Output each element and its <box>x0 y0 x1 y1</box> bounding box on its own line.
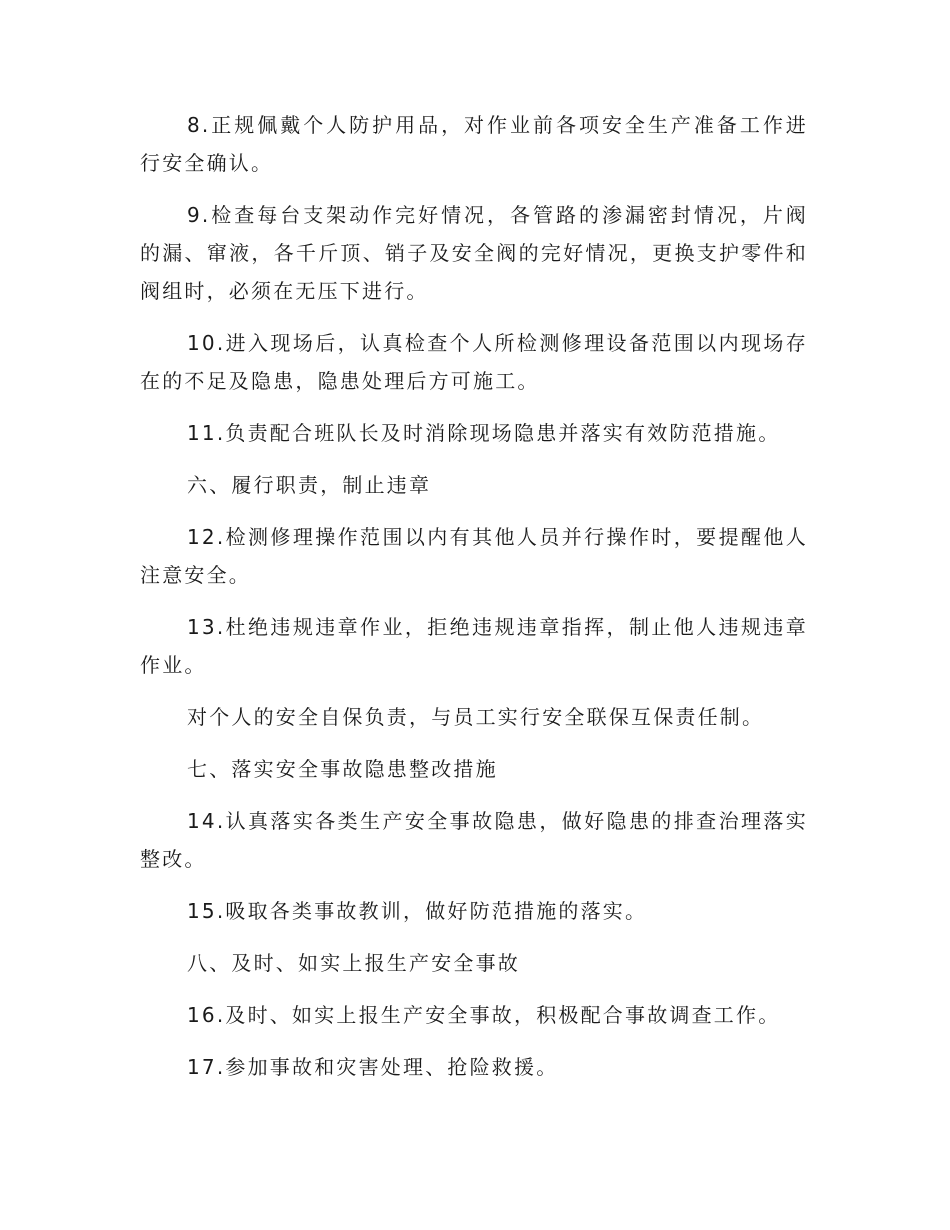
paragraph-item-10: 10.进入现场后，认真检查个人所检测修理设备范围以内现场存在的不足及隐患，隐患处理后方可施工。 <box>140 331 808 393</box>
paragraph-self-protection: 对个人的安全自保负责，与员工实行安全联保互保责任制。 <box>187 705 765 729</box>
paragraph-item-15: 15.吸取各类事故教训，做好防范措施的落实。 <box>187 899 648 923</box>
section-heading-7: 七、落实安全事故隐患整改措施 <box>187 757 498 781</box>
paragraph-item-8: 8.正规佩戴个人防护用品，对作业前各项安全生产准备工作进行安全确认。 <box>140 113 808 175</box>
document-body <box>140 106 808 1100</box>
section-heading-6: 六、履行职责，制止违章 <box>187 473 432 497</box>
paragraph-item-9: 9.检查每台支架动作完好情况，各管路的渗漏密封情况，片阀的漏、窜液，各千斤顶、销子及安全阀的完好情况，更换支护零件和阀组时，必须在无压下进行。 <box>140 203 808 303</box>
paragraph-item-17: 17.参加事故和灾害处理、抢险救援。 <box>187 1055 559 1079</box>
paragraph-item-14: 14.认真落实各类生产安全事故隐患，做好隐患的排查治理落实整改。 <box>140 809 808 871</box>
section-heading-8: 八、及时、如实上报生产安全事故 <box>187 951 520 975</box>
paragraph-item-16: 16.及时、如实上报生产安全事故，积极配合事故调查工作。 <box>187 1003 781 1027</box>
paragraph-item-13: 13.杜绝违规违章作业，拒绝违规违章指挥，制止他人违规违章作业。 <box>140 615 808 677</box>
paragraph-item-11: 11.负责配合班队长及时消除现场隐患并落实有效防范措施。 <box>187 421 781 445</box>
paragraph-item-12: 12.检测修理操作范围以内有其他人员并行操作时，要提醒他人注意安全。 <box>140 525 808 587</box>
